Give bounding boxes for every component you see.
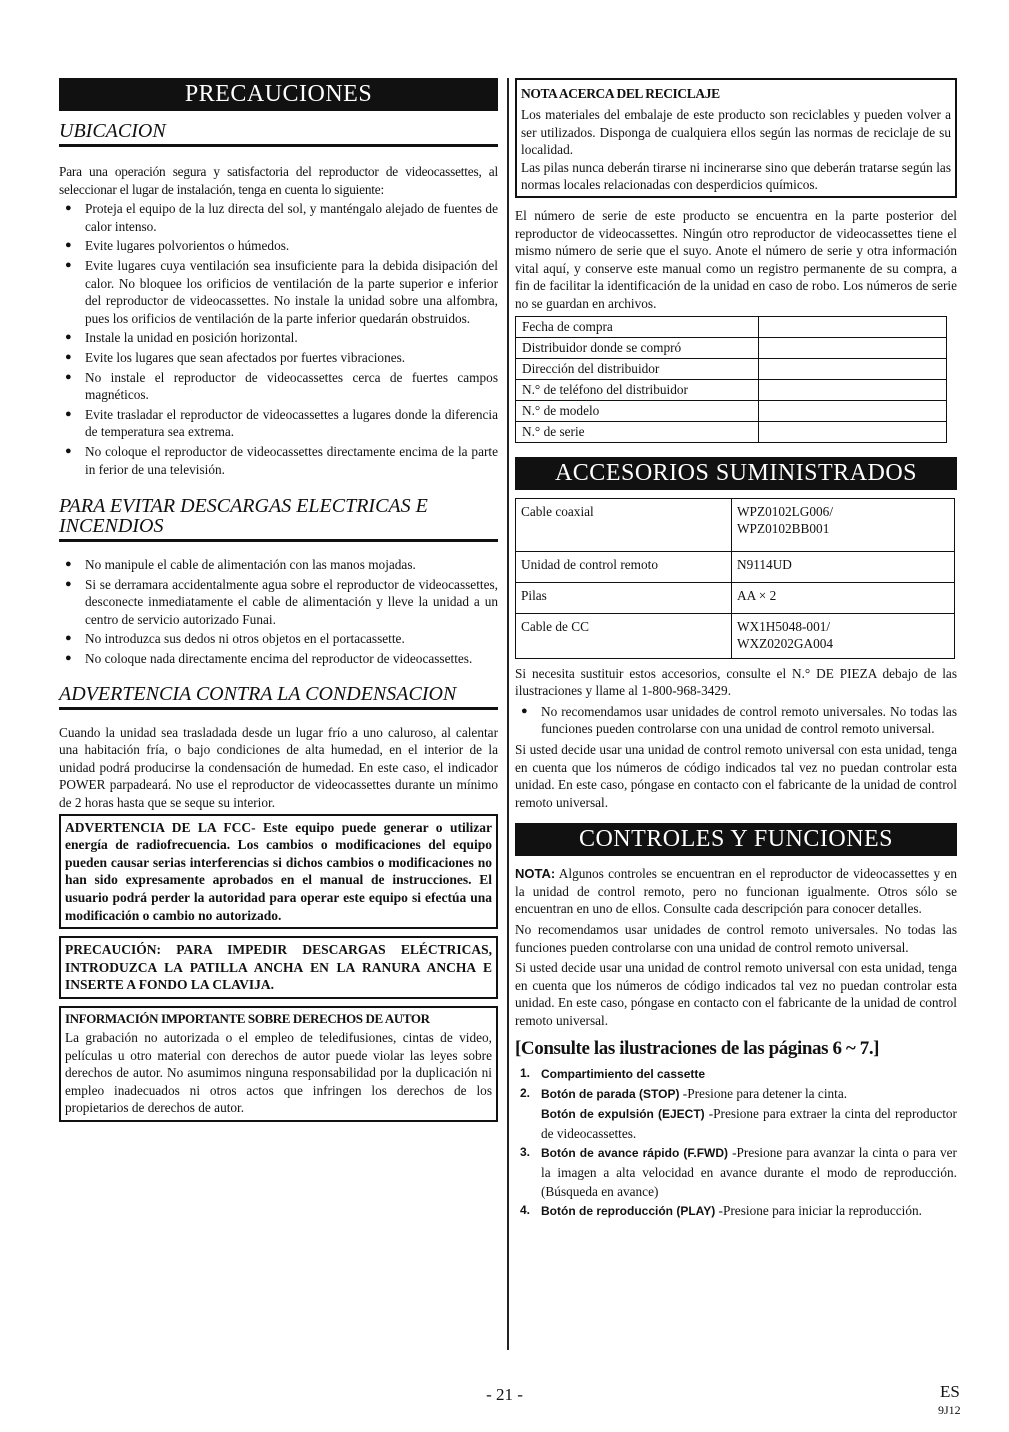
derechos-heading: INFORMACIÓN IMPORTANTE SOBRE DERECHOS DE AUTOR bbox=[65, 1010, 430, 1026]
controles-list bbox=[515, 1064, 957, 1221]
accesorio-code: WXZ0202GA004 bbox=[737, 635, 834, 651]
item-number: 3. bbox=[520, 1144, 531, 1159]
ubicacion-intro: Para una operación segura y satisfactoria del reproductor de videocassettes, al seleccionar el lugar de instalación, tenga en cuenta lo siguiente: bbox=[59, 164, 498, 197]
table-row bbox=[516, 498, 955, 551]
table-row bbox=[516, 358, 947, 379]
column-divider bbox=[507, 78, 509, 1350]
list-item: ● Evite trasladar el reproductor de videocassettes a lugares donde la diferencia de temperatura sea extrema. bbox=[59, 406, 498, 441]
registro-blank[interactable] bbox=[759, 316, 947, 337]
registro-label: N.° de serie bbox=[516, 421, 759, 442]
table-row bbox=[516, 582, 955, 613]
item-desc: -Presione para avanzar la cinta o para ver la imagen a alta velocidad en avance durante el modo de reproducción. (Búsqueda en avance) bbox=[541, 1144, 957, 1199]
condensacion-heading: ADVERTENCIA CONTRA LA CONDENSACION bbox=[59, 672, 498, 710]
accesorios-bullets bbox=[515, 703, 957, 738]
accesorio-item: Cable coaxial bbox=[516, 498, 732, 551]
registro-blank[interactable] bbox=[759, 400, 947, 421]
item-label: Botón de reproducción (PLAY) bbox=[541, 1203, 716, 1218]
registro-label: Dirección del distribuidor bbox=[516, 358, 759, 379]
list-item: ● Evite lugares cuya ventilación sea insuficiente para la debida disipación del calor. No bloquee los orificios de ventilación de la parte superior e inferior del reproductor de videocassettes. No instale la unidad sobre una alfombra, pues los orificios de ventilación de la parte inferior quedarán obstruidos. bbox=[59, 257, 498, 327]
list-item bbox=[515, 1084, 957, 1104]
precauciones-banner: PRECAUCIONES bbox=[59, 78, 498, 111]
item-label: Compartimiento del cassette bbox=[541, 1066, 706, 1081]
table-row bbox=[516, 337, 947, 358]
registro-blank[interactable] bbox=[759, 358, 947, 379]
item-number: 2. bbox=[520, 1085, 531, 1100]
precaucion-box bbox=[59, 936, 498, 999]
item-desc: -Presione para detener la cinta. bbox=[679, 1085, 848, 1101]
accesorio-item: Unidad de control remoto bbox=[516, 551, 732, 582]
derechos-box bbox=[59, 1006, 498, 1122]
accesorios-banner: ACCESORIOS SUMINISTRADOS bbox=[515, 457, 957, 490]
accesorio-code: WX1H5048-001/ bbox=[737, 618, 831, 634]
list-item bbox=[515, 1104, 957, 1143]
language-code: ES bbox=[940, 1382, 960, 1401]
right-column bbox=[515, 78, 957, 1221]
item-label: Botón de avance rápido (F.FWD) bbox=[541, 1145, 729, 1160]
registro-label: Fecha de compra bbox=[516, 316, 759, 337]
accesorio-codes bbox=[732, 498, 955, 551]
list-item bbox=[515, 1064, 957, 1084]
registro-table bbox=[515, 316, 947, 443]
list-item: ● Si se derramara accidentalmente agua sobre el reproductor de videocassettes, desconecte inmediatamente el cable de alimentación y lleve la unidad a un centro de servicio autorizado Funai. bbox=[59, 576, 498, 629]
item-label: Botón de expulsión (EJECT) bbox=[541, 1106, 705, 1121]
descargas-heading: PARA EVITAR DESCARGAS ELECTRICAS E INCENDIOS bbox=[59, 484, 498, 542]
item-number: 4. bbox=[520, 1202, 531, 1217]
ubicacion-section bbox=[59, 163, 498, 478]
fcc-warning-box bbox=[59, 814, 498, 930]
list-item: ● No introduzca sus dedos ni otros objetos en el portacassette. bbox=[59, 630, 498, 648]
list-item: ● Instale la unidad en posición horizontal. bbox=[59, 329, 498, 347]
page-number: - 21 - bbox=[486, 1385, 523, 1404]
registro-label: N.° de modelo bbox=[516, 400, 759, 421]
list-item bbox=[515, 1201, 957, 1221]
descargas-list bbox=[59, 556, 498, 668]
accesorio-code: WPZ0102LG006/ bbox=[737, 503, 834, 519]
accesorio-code: N9114UD bbox=[732, 551, 955, 582]
list-item: ● Evite los lugares que sean afectados por fuertes vibraciones. bbox=[59, 349, 498, 367]
document-code: 9J12 bbox=[938, 1403, 961, 1417]
item-desc: -Presione para iniciar la reproducción. bbox=[715, 1202, 922, 1218]
precaucion-text: PRECAUCIÓN: PARA IMPEDIR DESCARGAS ELÉCTRICAS, INTRODUZCA LA PATILLA ANCHA EN LA RANURA ANCHA E INSERTE A FONDO LA CLAVIJA. bbox=[65, 942, 492, 993]
registro-label: N.° de teléfono del distribuidor bbox=[516, 379, 759, 400]
accesorios-note: Si necesita sustituir estos accesorios, consulte el N.° DE PIEZA debajo de las ilustraciones y llame al 1-800-968-3429. bbox=[515, 665, 957, 699]
serie-text: El número de serie de este producto se encuentra en la parte posterior del reproductor de videocassettes. Ningún otro reproductor de videocassettes tiene el mismo número de serie que el suyo. Anote el número de serie y otra información vital aquí, y conserve este manual como un registro permanente de su compra, a fin de facilitar la identificación de la unidad en caso de robo. Los números de serie no se guardan en archivos. bbox=[515, 207, 957, 311]
consulte-heading: [Consulte las ilustraciones de las páginas 6 ~ 7.] bbox=[515, 1037, 880, 1059]
list-item: ● No instale el reproductor de videocassettes cerca de fuertes campos magnéticos. bbox=[59, 369, 498, 404]
list-item: ● No coloque nada directamente encima del reproductor de videocassettes. bbox=[59, 650, 498, 668]
list-item: ● No manipule el cable de alimentación con las manos mojadas. bbox=[59, 556, 498, 574]
list-item: ● No coloque el reproductor de videocassettes directamente encima de la parte in ferior de una televisión. bbox=[59, 443, 498, 478]
ubicacion-heading: UBICACION bbox=[59, 111, 498, 147]
table-row bbox=[516, 400, 947, 421]
left-column bbox=[59, 78, 498, 1122]
registro-label: Distribuidor donde se compró bbox=[516, 337, 759, 358]
condensacion-text: Cuando la unidad sea trasladada desde un lugar frío a uno caluroso, al calentar una habitación fría, o bajo condiciones de alta humedad, en el interior de la unidad podrá producirse la condensación de humedad. En este caso, el indicador POWER parpadeará. No use el reproductor de videocassettes durante un mínimo de 2 horas hasta que se seque su interior. bbox=[59, 724, 498, 811]
table-row bbox=[516, 379, 947, 400]
accesorio-item: Pilas bbox=[516, 582, 732, 613]
item-number: 1. bbox=[520, 1065, 531, 1080]
table-row bbox=[516, 551, 955, 582]
registro-blank[interactable] bbox=[759, 379, 947, 400]
accesorios-table bbox=[515, 498, 955, 659]
table-row bbox=[516, 613, 955, 658]
fcc-warning-text: ADVERTENCIA DE LA FCC- Este equipo puede generar o utilizar energía de radiofrecuencia. Los cambios o modificaciones del equipo pueden causar serias interferencias si dichos cambios o modificaciones no han sido expresamente aprobados en el manual de instrucciones. El usuario podrá perder la autoridad para operar este equipo si efectúa una modificación o cambio no autorizado. bbox=[65, 819, 492, 923]
ubicacion-list bbox=[59, 200, 498, 478]
controles-p3: Si usted decide usar una unidad de control remoto universal con esta unidad, tenga en cuenta que los números de código indicados tal vez no puedan controlar esta unidad. En este caso, póngase en contacto con el fabricante de la unidad de control remoto universal. bbox=[515, 960, 957, 1029]
reciclaje-p2: Las pilas nunca deberán tirarse ni incinerarse sino que deberán tratarse según las normas locales relacionadas con desperdicios químicos. bbox=[521, 159, 951, 193]
table-row bbox=[516, 316, 947, 337]
table-row bbox=[516, 421, 947, 442]
controles-p2: No recomendamos usar unidades de control remoto universales. No todas las funciones pueden controlarse con una unidad de control remoto universal. bbox=[515, 922, 957, 955]
reciclaje-heading: NOTA ACERCA DEL RECICLAJE bbox=[521, 86, 720, 101]
reciclaje-box bbox=[515, 78, 957, 198]
derechos-text: La grabación no autorizada o el empleo de teledifusiones, cintas de video, películas u otro material con derechos de autor puede violar las leyes sobre derechos de autor. No asumimos ninguna responsabilidad por la duplicación ni empleo inadecuados ni otros actos que infringen los derechos de los propietarios de derechos de autor. bbox=[65, 1029, 492, 1116]
list-item: ● No recomendamos usar unidades de control remoto universales. No todas las funciones pueden controlarse con una unidad de control remoto universal. bbox=[515, 703, 957, 738]
item-label: Botón de parada (STOP) bbox=[541, 1086, 680, 1101]
accesorio-code: AA × 2 bbox=[732, 582, 955, 613]
list-item bbox=[515, 1143, 957, 1201]
accesorio-code: WPZ0102BB001 bbox=[737, 520, 830, 536]
list-item: ● Evite lugares polvorientos o húmedos. bbox=[59, 237, 498, 255]
nota-label: NOTA: bbox=[515, 866, 556, 882]
registro-blank[interactable] bbox=[759, 337, 947, 358]
registro-blank[interactable] bbox=[759, 421, 947, 442]
reciclaje-p1: Los materiales del embalaje de este producto son reciclables y pueden volver a ser utilizados. Disponga de cualquiera ellos según las normas de reciclaje de su localidad. bbox=[521, 107, 951, 158]
item-desc: -Presione para extraer la cinta del reproductor de videocassettes. bbox=[541, 1105, 957, 1141]
accesorios-universal: Si usted decide usar una unidad de control remoto universal con esta unidad, tenga en cuenta que los números de código indicados tal vez no puedan controlar esta unidad. En este caso, póngase en contacto con el fabricante de la unidad de control remoto universal. bbox=[515, 741, 957, 810]
controles-banner: CONTROLES Y FUNCIONES bbox=[515, 823, 957, 856]
controles-nota bbox=[515, 865, 957, 918]
list-item: ● Proteja el equipo de la luz directa del sol, y manténgalo alejado de fuentes de calor intenso. bbox=[59, 200, 498, 235]
nota-text: Algunos controles se encuentran en el reproductor de videocassettes y en la unidad de control remoto, pero no funcionan igualmente. Otros sólo se encuentran en uno de ellos. Consulte cada descripción para conocer detalles. bbox=[515, 866, 957, 917]
accesorio-item: Cable de CC bbox=[516, 613, 732, 658]
accesorio-codes bbox=[732, 613, 955, 658]
